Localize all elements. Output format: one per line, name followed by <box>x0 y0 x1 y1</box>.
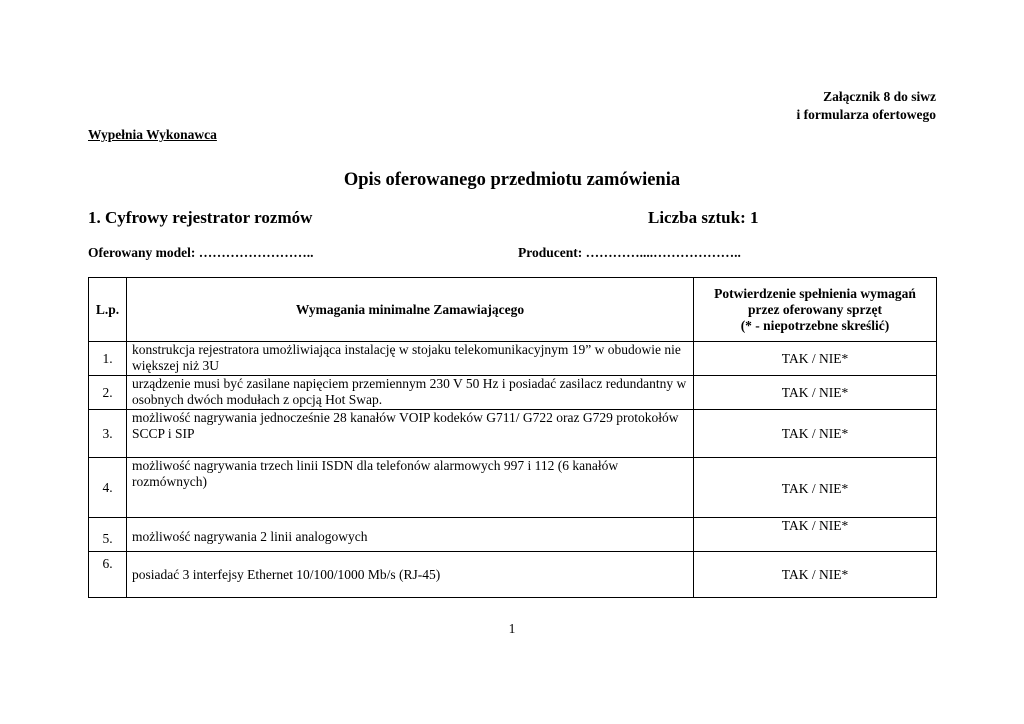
row-requirement: możliwość nagrywania 2 linii analogowych <box>127 518 694 552</box>
annex-line-1: Załącznik 8 do siwz <box>823 89 936 104</box>
row-confirmation: TAK / NIE* <box>694 518 937 552</box>
table-row <box>89 518 937 552</box>
filled-by-label: Wypełnia Wykonawca <box>88 127 217 142</box>
row-lp: 2. <box>89 376 127 410</box>
table-row <box>89 410 937 458</box>
table-row <box>89 342 937 376</box>
row-confirmation: TAK / NIE* <box>694 410 937 458</box>
row-lp: 4. <box>89 458 127 518</box>
row-requirement: konstrukcja rejestratora umożliwiająca instalację w stojaku telekomunikacyjnym 19” w obudowie nie większej niż 3U <box>127 342 694 376</box>
producer-field: Producent: …………....……………….. <box>518 245 741 260</box>
row-requirement: urządzenie musi być zasilane napięciem przemiennym 230 V 50 Hz i posiadać zasilacz redundantny w osobnych dwóch modułach z opcją Hot Swap. <box>127 376 694 410</box>
row-requirement: możliwość nagrywania jednocześnie 28 kanałów VOIP kodeków G711/ G722 oraz G729 protokołów SCCP i SIP <box>127 410 694 458</box>
row-confirmation: TAK / NIE* <box>694 342 937 376</box>
row-lp: 1. <box>89 342 127 376</box>
header-lp: L.p. <box>89 278 127 342</box>
table-row <box>89 376 937 410</box>
row-lp: 6. <box>89 552 127 598</box>
header-requirements: Wymagania minimalne Zamawiającego <box>127 278 694 342</box>
annex-label <box>797 88 936 124</box>
header-confirmation-line-3: (* - niepotrzebne skreślić) <box>740 317 890 333</box>
document-title: Opis oferowanego przedmiotu zamówienia <box>343 170 681 190</box>
row-lp: 3. <box>89 410 127 458</box>
row-requirement: możliwość nagrywania trzech linii ISDN dla telefonów alarmowych 997 i 112 (6 kanałów rozmównych) <box>127 458 694 518</box>
row-lp: 5. <box>89 518 127 552</box>
table-header-row <box>89 278 937 342</box>
section-title: 1. Cyfrowy rejestrator rozmów <box>88 208 313 227</box>
row-requirement: posiadać 3 interfejsy Ethernet 10/100/1000 Mb/s (RJ-45) <box>127 552 694 598</box>
row-confirmation: TAK / NIE* <box>694 376 937 410</box>
table-row <box>89 552 937 598</box>
header-confirmation <box>694 278 937 342</box>
annex-line-2: i formularza ofertowego <box>796 107 936 122</box>
offered-model-field: Oferowany model: …………………….. <box>88 245 314 260</box>
row-confirmation: TAK / NIE* <box>694 458 937 518</box>
page-number: 1 <box>508 621 516 636</box>
table-row <box>89 458 937 518</box>
header-confirmation-line-1: Potwierdzenie spełnienia wymagań <box>714 285 916 301</box>
header-confirmation-line-2: przez oferowany sprzęt <box>748 301 882 317</box>
quantity-label: Liczba sztuk: 1 <box>648 208 759 227</box>
row-confirmation: TAK / NIE* <box>694 552 937 598</box>
requirements-table <box>88 277 937 598</box>
